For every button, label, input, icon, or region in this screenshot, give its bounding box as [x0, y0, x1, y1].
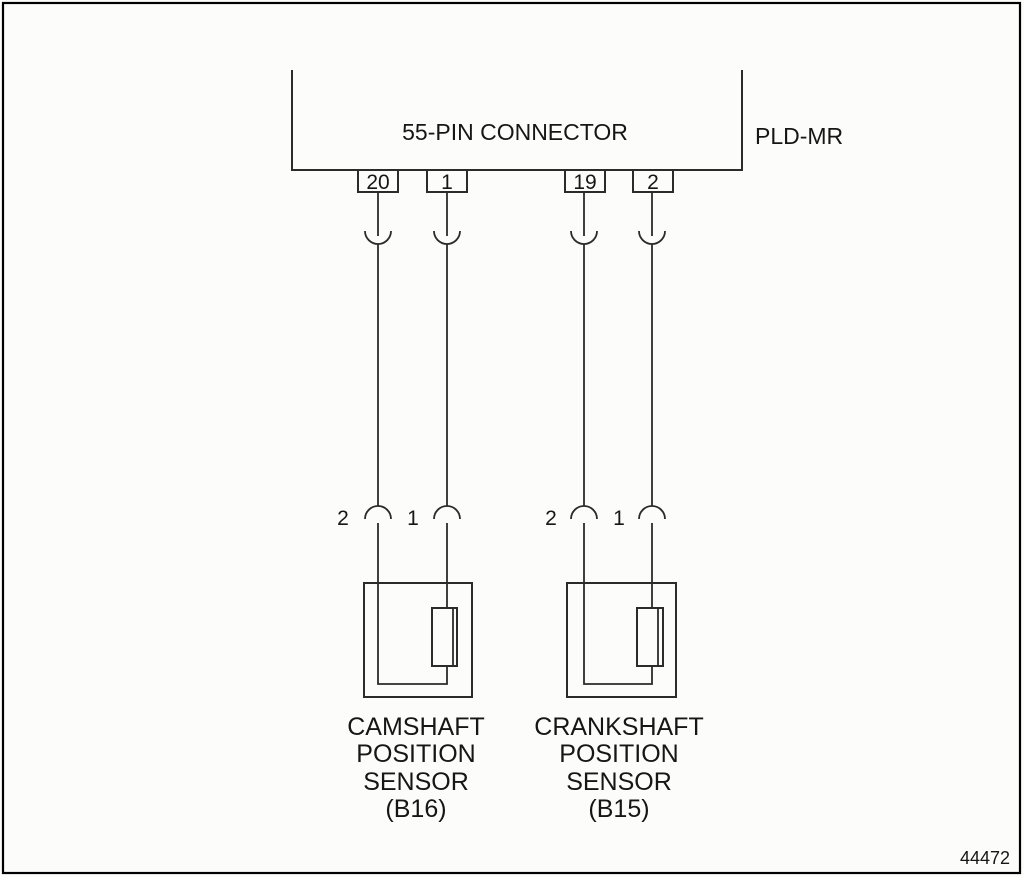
caption-line: SENSOR	[363, 768, 469, 796]
connector-title: 55-PIN CONNECTOR	[402, 119, 628, 145]
camshaft-sensor-symbol	[364, 583, 472, 697]
crankshaft-pin-2-label: 2	[545, 507, 557, 530]
pin-number-2: 2	[647, 171, 659, 194]
wire-segment	[378, 523, 447, 684]
crankshaft-pin-1-label: 1	[613, 507, 625, 530]
wire-segment	[584, 523, 652, 684]
plug-connector-symbol	[571, 506, 597, 519]
plug-connector-symbol	[365, 506, 391, 519]
caption-line: (B15)	[588, 795, 650, 823]
plug-connector-symbol	[434, 506, 460, 519]
sensor-housing-box	[364, 583, 472, 697]
caption-line: CRANKSHAFT	[534, 713, 704, 741]
module-label: PLD-MR	[755, 123, 844, 149]
caption-line: POSITION	[559, 740, 679, 768]
caption-line: POSITION	[356, 740, 476, 768]
crankshaft-sensor-caption	[534, 713, 703, 823]
plug-connector-symbol	[639, 506, 665, 519]
diagram-text	[337, 119, 1010, 868]
pin-number-1: 1	[441, 171, 453, 194]
caption-line: CAMSHAFT	[347, 713, 485, 741]
wire-pin2-to-crankshaft-pin1	[639, 192, 665, 608]
pin-number-19: 19	[573, 171, 597, 194]
wire-pin1-to-camshaft-pin1	[434, 192, 460, 608]
diagram-linework	[292, 70, 742, 697]
camshaft-pin-2-label: 2	[337, 507, 349, 530]
camshaft-sensor-caption	[347, 713, 485, 823]
caption-line: (B16)	[385, 795, 447, 823]
wire-pin19-to-crankshaft-pin2	[571, 192, 652, 684]
caption-line: SENSOR	[566, 768, 672, 796]
pin-number-20: 20	[366, 171, 390, 194]
camshaft-pin-1-label: 1	[407, 507, 419, 530]
wire-pin20-to-camshaft-pin2	[365, 192, 447, 684]
figure-number: 44472	[959, 848, 1010, 868]
sensor-element	[637, 608, 663, 666]
